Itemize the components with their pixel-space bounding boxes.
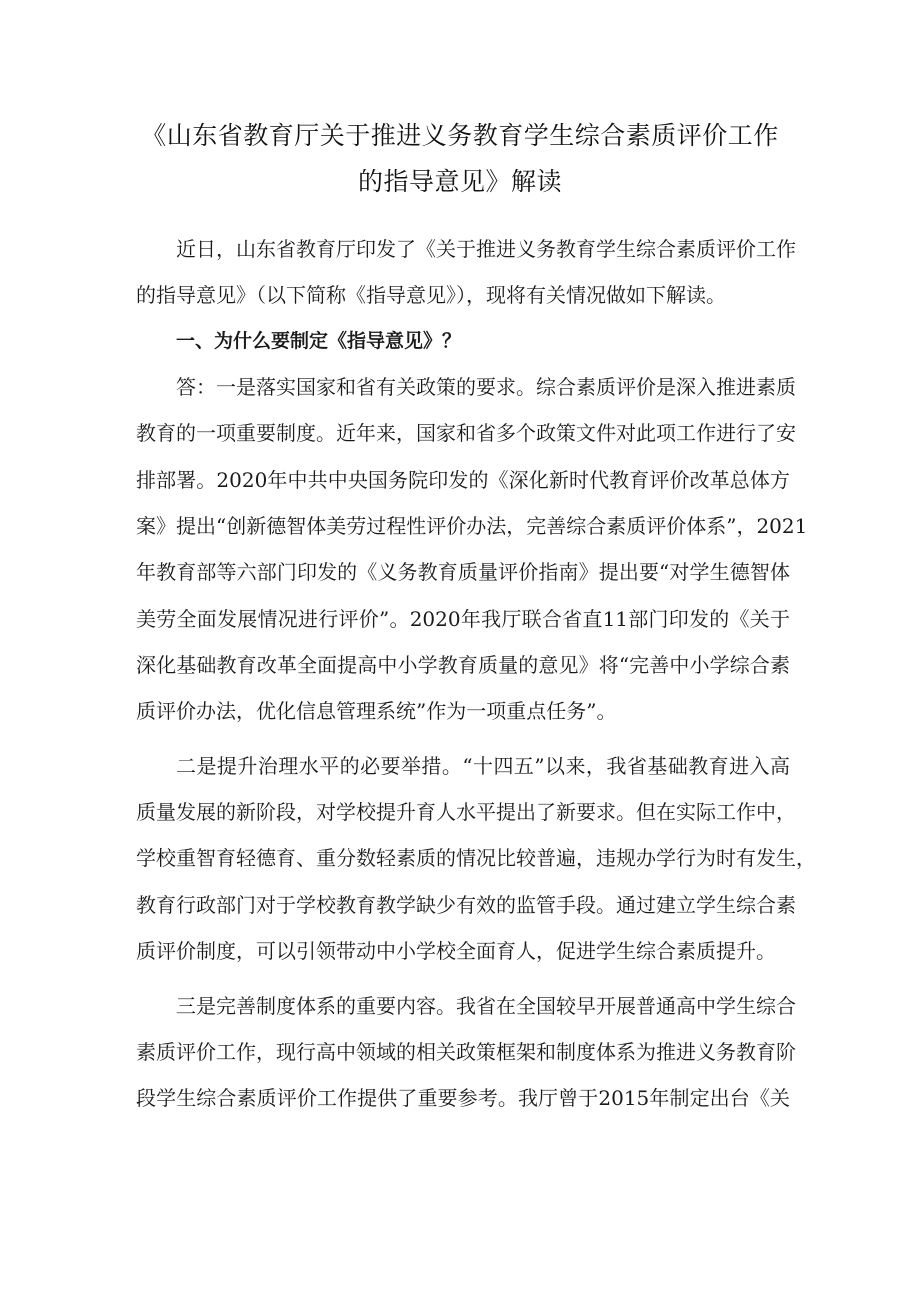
para1-line-3: 排部署。2020年中共中央国务院印发的《深化新时代教育评价改革总体方 (136, 468, 790, 492)
para3-line-2: 素质评价工作，现行高中领域的相关政策框架和制度体系为推进义务教育阶 (136, 1040, 796, 1064)
intro-line-2: 的指导意见》（以下简称《指导意见》），现将有关情况做如下解读。 (136, 283, 726, 307)
para1-line-8: 质评价办法，优化信息管理系统”作为一项重点任务”。 (136, 699, 617, 723)
para1-line-2: 教育的一项重要制度。近年来，国家和省多个政策文件对此项工作进行了安 (136, 421, 796, 445)
document-title-line-1: 《山东省教育厅关于推进义务教育学生综合素质评价工作 (141, 121, 779, 150)
para2-line-2: 质量发展的新阶段，对学校提升育人水平提出了新要求。但在实际工作中， (136, 800, 796, 824)
para1-line-5: 年教育部等六部门印发的《义务教育质量评价指南》提出要“对学生德智体 (136, 560, 790, 584)
para2-line-4: 教育行政部门对于学校教育教学缺少有效的监管手段。通过建立学生综合素 (136, 893, 796, 917)
para2-line-5: 质评价制度，可以引领带动中小学校全面育人，促进学生综合素质提升。 (136, 939, 776, 963)
para2-line-3: 学校重智育轻德育、重分数轻素质的情况比较普遍，违规办学行为时有发生， (136, 846, 816, 870)
para3-line-3: 段学生综合素质评价工作提供了重要参考。我厅曾于2015年制定出台《关 (136, 1086, 790, 1110)
document-title-line-2: 的指导意见》解读 (357, 167, 562, 196)
para1-line-6: 美劳全面发展情况进行评价”。2020年我厅联合省直11部门印发的《关于 (136, 607, 790, 631)
para1-line-4: 案》提出“创新德智体美劳过程性评价办法，完善综合素质评价体系”，2021 (136, 514, 808, 538)
para1-line-7: 深化基础教育改革全面提高中小学教育质量的意见》将“完善中小学综合素 (136, 653, 790, 677)
para1-line-1: 答：一是落实国家和省有关政策的要求。综合素质评价是深入推进素质 (176, 375, 796, 399)
para3-line-1: 三是完善制度体系的重要内容。我省在全国较早开展普通高中学生综合 (176, 994, 796, 1018)
section-1-heading: 一、为什么要制定《指导意见》？ (176, 330, 462, 352)
intro-line-1: 近日，山东省教育厅印发了《关于推进义务教育学生综合素质评价工作 (176, 237, 796, 261)
para2-line-1: 二是提升治理水平的必要举措。“十四五”以来，我省基础教育进入高 (176, 754, 790, 778)
